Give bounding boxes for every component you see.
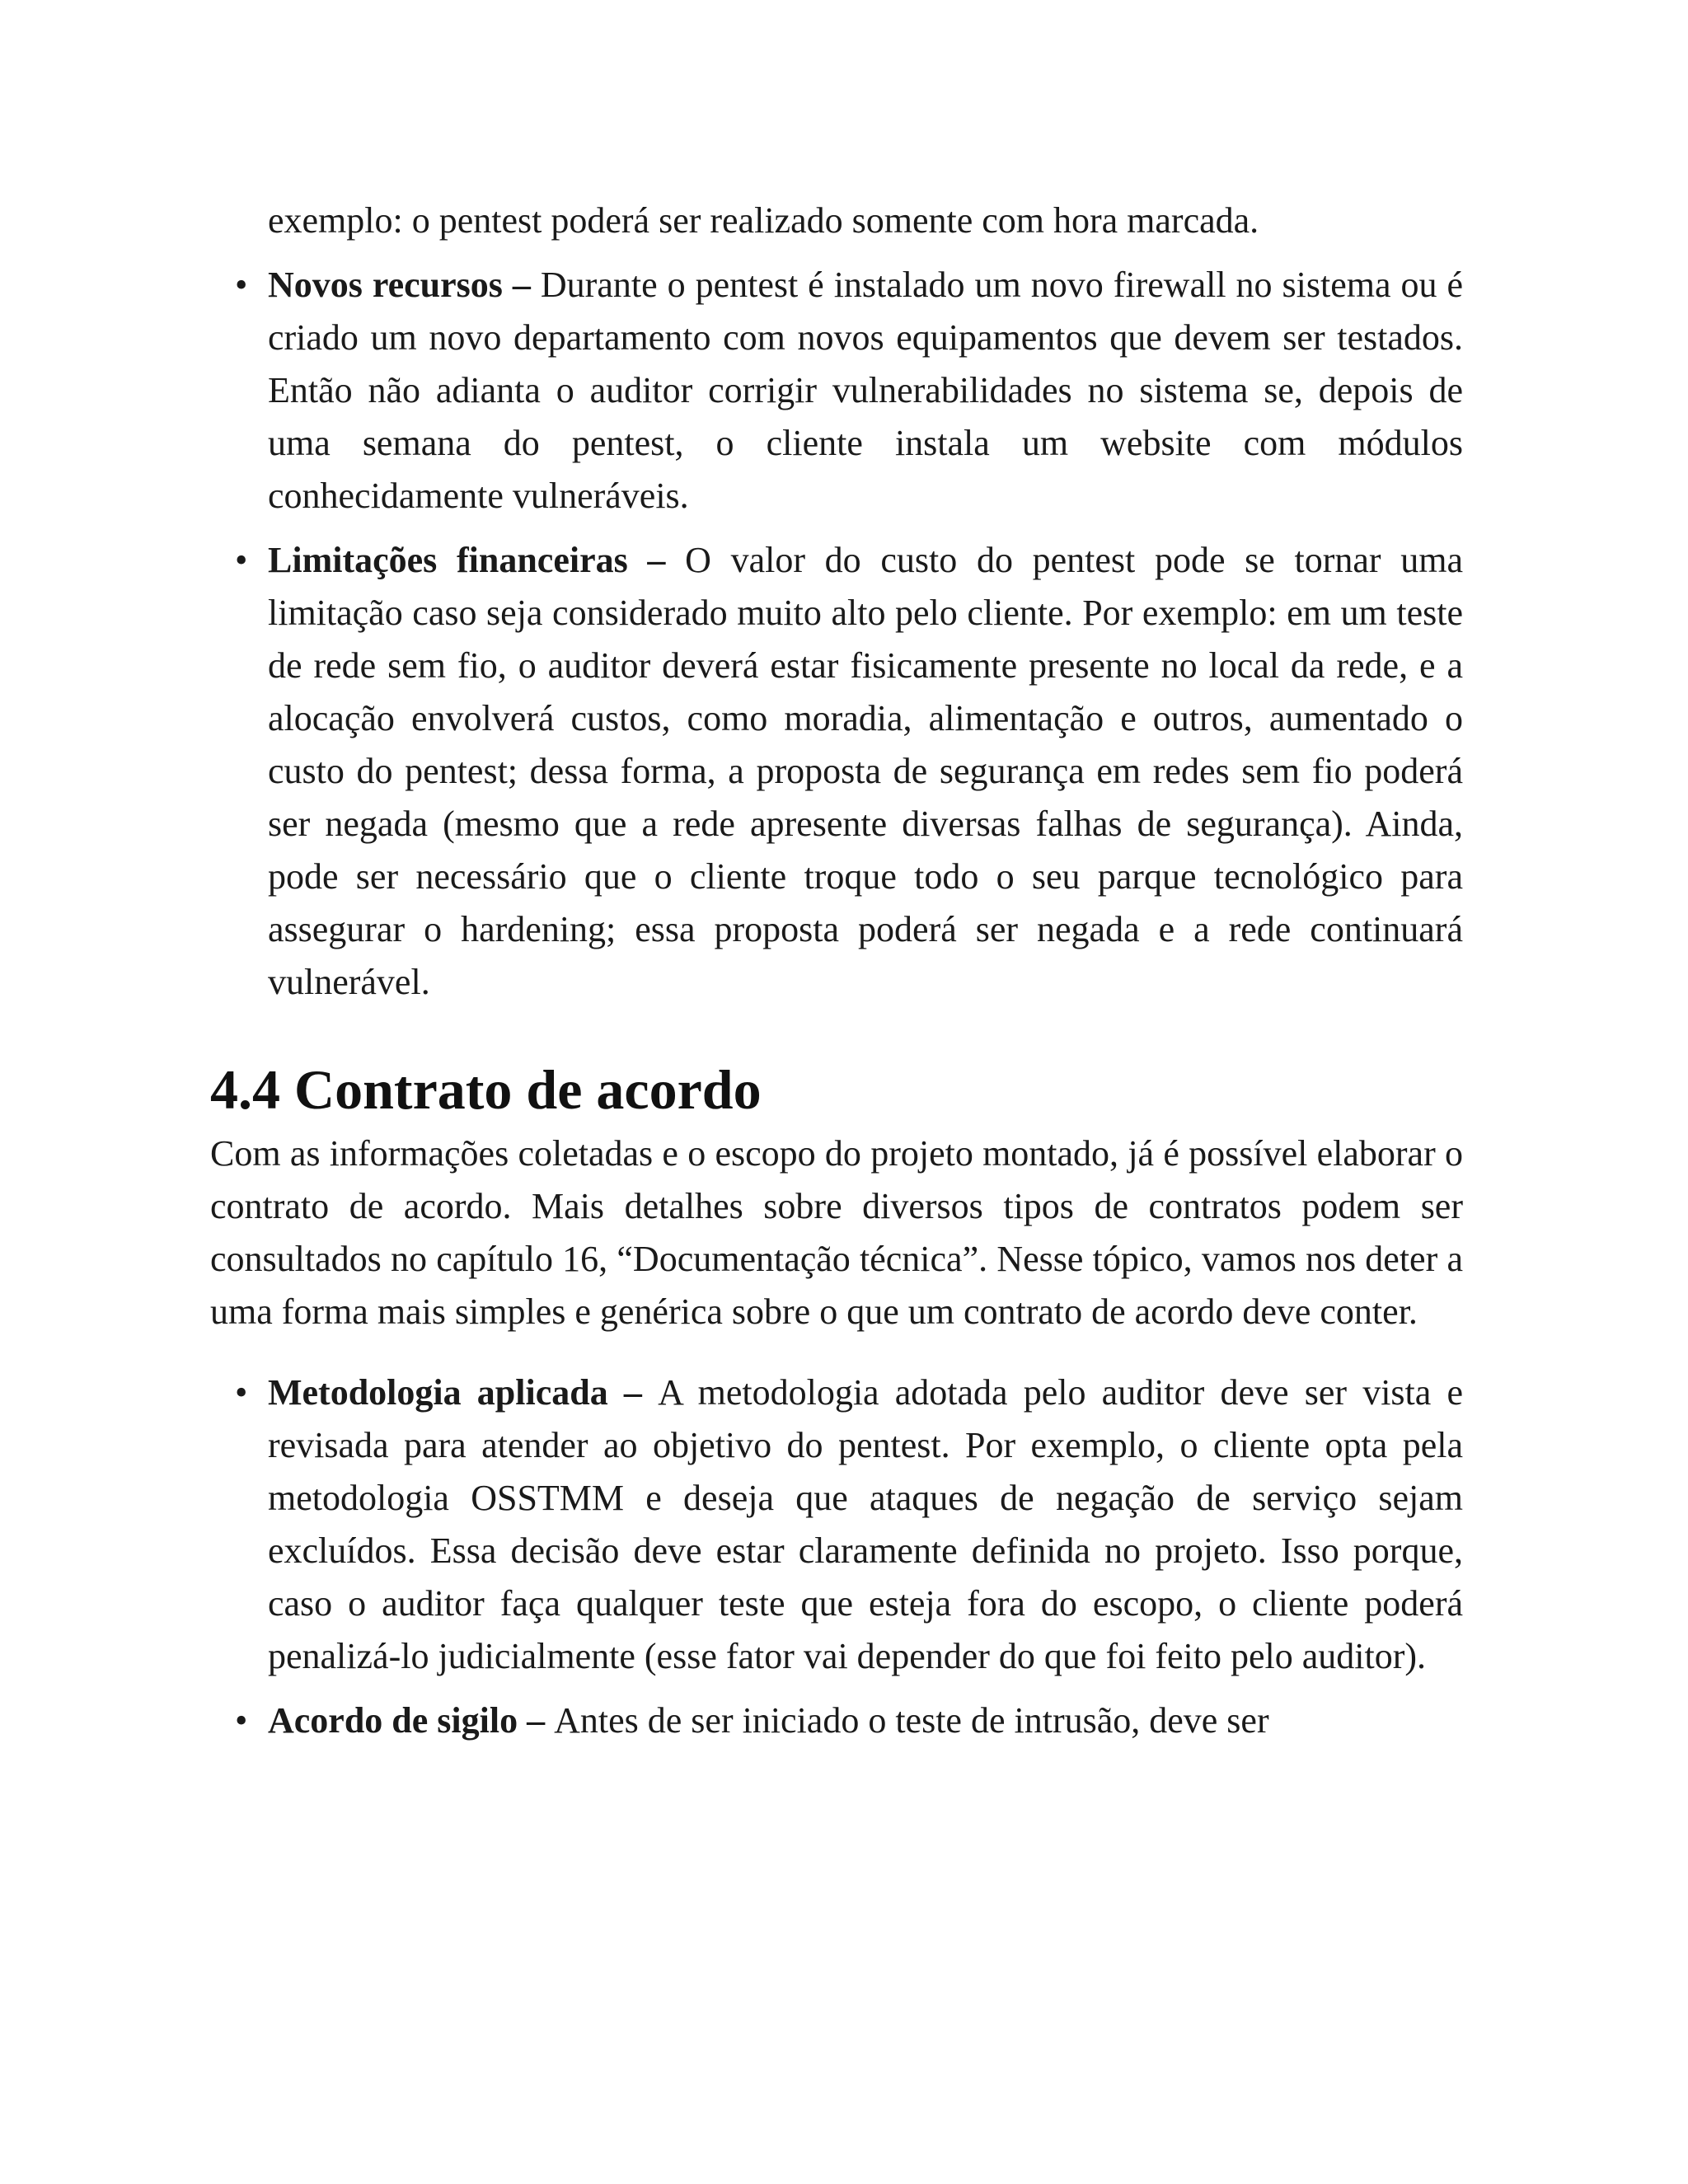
list-item-text: Antes de ser iniciado o teste de intrusão, deve ser: [554, 1700, 1269, 1741]
list-item-limitacoes-financeiras: [210, 534, 1463, 1009]
list-item-metodologia-aplicada: [210, 1366, 1463, 1683]
list-item-text: Durante o pentest é instalado um novo firewall no sistema ou é criado um novo departamento com novos equipamentos que devem ser testados. Então não adianta o auditor corrigir vulnerabilidades no sistema se, depois de uma semana do pentest, o cliente instala um website com módulos conhecidamente vulneráveis.: [268, 265, 1463, 516]
term-separator: –: [627, 540, 686, 580]
term-separator: –: [607, 1372, 659, 1413]
list-item-text: O valor do custo do pentest pode se tornar uma limitação caso seja considerado muito alto pelo cliente. Por exemplo: em um teste de rede sem fio, o auditor deverá estar fisicamente presente no local da rede, e a alocação envolverá custos, como moradia, alimentação e outros, aumentado o custo do pentest; dessa forma, a proposta de segurança em redes sem fio poderá ser negada (mesmo que a rede apresente diversas falhas de segurança). Ainda, pode ser necessário que o cliente troque todo o seu parque tecnológico para assegurar o hardening; essa proposta poderá ser negada e a rede continuará vulnerável.: [268, 540, 1464, 1002]
term-separator: –: [518, 1700, 555, 1741]
list-item-novos-recursos: [210, 259, 1463, 523]
section-heading: 4.4 Contrato de acordo: [210, 1058, 762, 1121]
bullet-icon: •: [235, 540, 248, 580]
section-intro-paragraph: Com as informações coletadas e o escopo do projeto montado, já é possível elaborar o contrato de acordo. Mais detalhes sobre diversos tipos de contratos podem ser consultados no capítulo 16, “Documentação técnica”. Nesse tópico, vamos nos deter a uma forma mais simples e genérica sobre o que um contrato de acordo deve conter.: [210, 1133, 1463, 1332]
list-item-term: Acordo de sigilo: [268, 1700, 518, 1741]
list-item-term: Novos recursos: [268, 265, 503, 305]
bullet-icon: •: [235, 265, 248, 305]
bullet-list-contract: [210, 1366, 1463, 1747]
continuation-paragraph: exemplo: o pentest poderá ser realizado somente com hora marcada.: [268, 200, 1259, 241]
list-item-term: Limitações financeiras: [268, 540, 628, 580]
list-item-acordo-de-sigilo: [210, 1694, 1463, 1747]
list-item-term: Metodologia aplicada: [268, 1372, 608, 1413]
list-item-text: A metodologia adotada pelo auditor deve ser vista e revisada para atender ao objetivo do pentest. Por exemplo, o cliente opta pela metodologia OSSTMM e deseja que ataques de negação de serviço sejam excluídos. Essa decisão deve estar claramente definida no projeto. Isso porque, caso o auditor faça qualquer teste que esteja fora do escopo, o cliente poderá penalizá-lo judicialmente (esse fator vai depender do que foi feito pelo auditor).: [268, 1372, 1463, 1676]
page-content: [210, 194, 1463, 1747]
bullet-icon: •: [235, 1700, 248, 1741]
bullet-icon: •: [235, 1372, 248, 1413]
bullet-list-constraints: [210, 259, 1463, 1009]
term-separator: –: [502, 265, 541, 305]
